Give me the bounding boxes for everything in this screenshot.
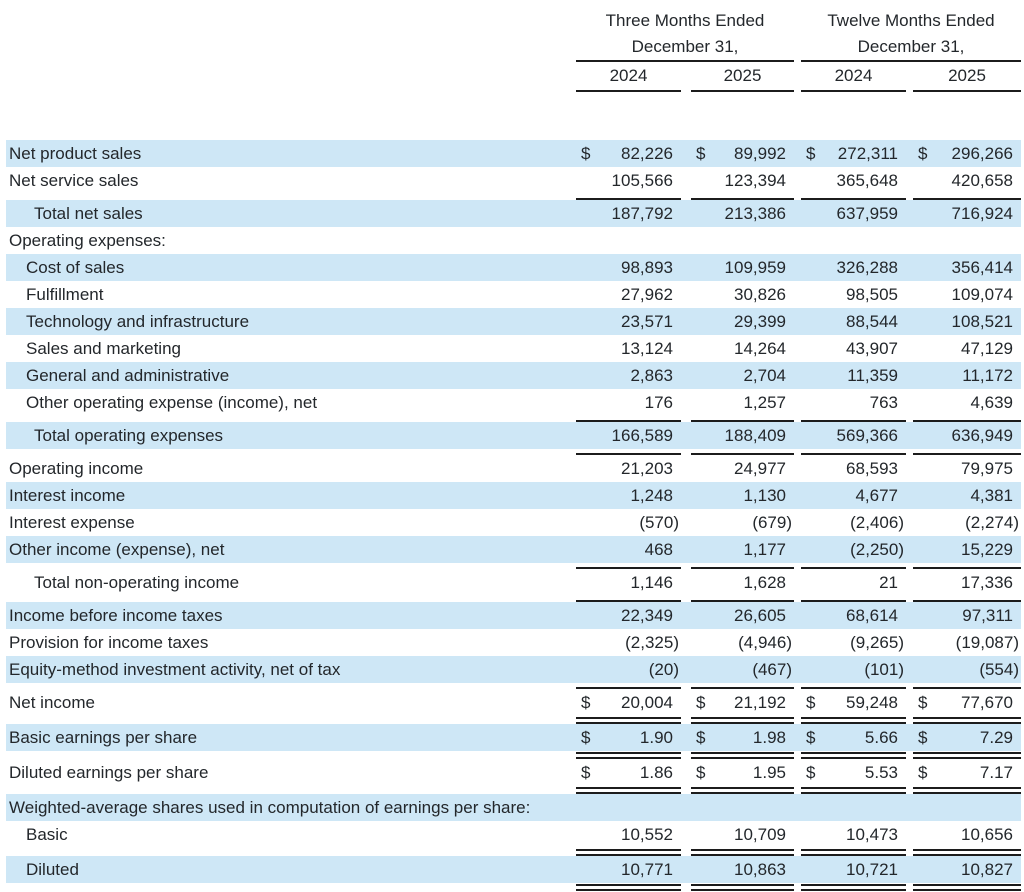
dollar-sign: $ bbox=[918, 693, 928, 712]
cell-value bbox=[691, 227, 794, 254]
cell-number: 21 bbox=[879, 573, 898, 592]
cell-number: 68,593 bbox=[846, 459, 898, 478]
cell-value bbox=[913, 422, 1021, 449]
cell-number: (20) bbox=[648, 660, 679, 679]
cell-number: 88,544 bbox=[846, 312, 898, 331]
cell-value bbox=[913, 335, 1021, 362]
cell-value bbox=[913, 821, 1021, 848]
table-row bbox=[6, 422, 1021, 449]
cell-number: 10,827 bbox=[961, 860, 1013, 879]
cell-value bbox=[913, 308, 1021, 335]
row-label: Net product sales bbox=[9, 144, 142, 163]
cell-value bbox=[576, 389, 681, 416]
cell-value bbox=[801, 759, 906, 786]
cell-number: (2,325) bbox=[625, 633, 679, 652]
cell-value bbox=[576, 821, 681, 848]
cell-number: (679) bbox=[752, 513, 792, 532]
cell-value bbox=[691, 689, 794, 716]
table-row bbox=[6, 389, 1021, 416]
year-column-header: 2025 bbox=[913, 62, 1021, 92]
cell-value bbox=[801, 689, 906, 716]
row-label: Interest expense bbox=[9, 513, 135, 532]
cell-number: 10,473 bbox=[846, 825, 898, 844]
cell-number: 26,605 bbox=[734, 606, 786, 625]
table-row bbox=[6, 794, 1021, 821]
double-rule bbox=[801, 884, 906, 891]
cell-value bbox=[801, 821, 906, 848]
cell-value bbox=[576, 140, 681, 167]
cell-number: 23,571 bbox=[621, 312, 673, 331]
cell-value bbox=[913, 281, 1021, 308]
table-header bbox=[6, 0, 1021, 92]
cell-value bbox=[801, 509, 906, 536]
cell-number: 105,566 bbox=[611, 171, 673, 190]
dollar-sign: $ bbox=[918, 763, 928, 782]
row-label: Fulfillment bbox=[26, 285, 104, 304]
cell-value bbox=[801, 254, 906, 281]
cell-value bbox=[913, 794, 1021, 821]
row-label: Diluted earnings per share bbox=[9, 763, 209, 782]
double-rule bbox=[576, 884, 681, 891]
cell-value bbox=[801, 167, 906, 194]
period-line2: December 31, bbox=[631, 37, 739, 56]
cell-number: 98,505 bbox=[846, 285, 898, 304]
cell-number: 637,959 bbox=[836, 204, 898, 223]
cell-number: 365,648 bbox=[836, 171, 898, 190]
cell-value bbox=[913, 856, 1021, 883]
cell-value bbox=[801, 536, 906, 563]
cell-number: (101) bbox=[864, 660, 904, 679]
period-group-three-months bbox=[576, 4, 794, 62]
cell-value bbox=[691, 167, 794, 194]
cell-number: 97,311 bbox=[962, 606, 1013, 625]
cell-number: 569,366 bbox=[836, 426, 898, 445]
cell-value bbox=[691, 536, 794, 563]
cell-number: 22,349 bbox=[621, 606, 673, 625]
cell-value bbox=[576, 308, 681, 335]
cell-number: 109,959 bbox=[724, 258, 786, 277]
rule-spacer bbox=[6, 786, 1021, 794]
period-group-twelve-months bbox=[801, 4, 1021, 62]
cell-value bbox=[691, 335, 794, 362]
cell-number: (2,274) bbox=[965, 513, 1019, 532]
table-row bbox=[6, 821, 1021, 848]
row-label: General and administrative bbox=[26, 366, 230, 385]
cell-number: 59,248 bbox=[846, 693, 898, 712]
cell-number: 468 bbox=[644, 540, 673, 559]
cell-number: 1.90 bbox=[639, 728, 673, 747]
double-rule bbox=[576, 849, 681, 856]
cell-value bbox=[576, 569, 681, 596]
cell-number: 109,074 bbox=[951, 285, 1013, 304]
row-label: Operating income bbox=[9, 459, 144, 478]
cell-number: 15,229 bbox=[961, 540, 1013, 559]
cell-value bbox=[691, 140, 794, 167]
cell-number: 1,257 bbox=[743, 393, 786, 412]
table-row bbox=[6, 167, 1021, 194]
cell-value bbox=[576, 254, 681, 281]
table-row bbox=[6, 362, 1021, 389]
cell-value bbox=[913, 455, 1021, 482]
cell-number: 7.17 bbox=[979, 763, 1013, 782]
cell-number: 108,521 bbox=[951, 312, 1013, 331]
cell-value bbox=[576, 200, 681, 227]
cell-value bbox=[691, 482, 794, 509]
double-rule bbox=[691, 752, 794, 759]
cell-value bbox=[576, 656, 681, 683]
cell-value bbox=[691, 281, 794, 308]
double-rule bbox=[913, 717, 1021, 724]
cell-number: 20,004 bbox=[621, 693, 673, 712]
cell-number: 296,266 bbox=[951, 144, 1013, 163]
cell-number: 1,130 bbox=[743, 486, 786, 505]
cell-number: 43,907 bbox=[846, 339, 898, 358]
table-row bbox=[6, 482, 1021, 509]
double-rule bbox=[691, 717, 794, 724]
row-label: Provision for income taxes bbox=[9, 633, 209, 652]
cell-value bbox=[801, 656, 906, 683]
cell-number: (570) bbox=[639, 513, 679, 532]
dollar-sign: $ bbox=[806, 144, 816, 163]
year-column-header: 2024 bbox=[576, 62, 681, 92]
cell-value bbox=[801, 569, 906, 596]
cell-value bbox=[913, 389, 1021, 416]
cell-value bbox=[801, 335, 906, 362]
row-label: Diluted bbox=[26, 860, 79, 879]
row-label: Total net sales bbox=[34, 204, 143, 223]
double-rule bbox=[913, 849, 1021, 856]
row-label: Other operating expense (income), net bbox=[26, 393, 318, 412]
cell-value bbox=[913, 656, 1021, 683]
cell-value bbox=[801, 856, 906, 883]
cell-number: 10,552 bbox=[621, 825, 673, 844]
cell-number: 213,386 bbox=[724, 204, 786, 223]
cell-number: 10,771 bbox=[621, 860, 673, 879]
cell-value bbox=[801, 227, 906, 254]
cell-value bbox=[691, 794, 794, 821]
cell-number: 7.29 bbox=[979, 728, 1013, 747]
table-row bbox=[6, 200, 1021, 227]
double-rule bbox=[691, 849, 794, 856]
cell-value bbox=[576, 689, 681, 716]
cell-value bbox=[576, 759, 681, 786]
table-row bbox=[6, 227, 1021, 254]
cell-value bbox=[801, 724, 906, 751]
cell-number: 763 bbox=[869, 393, 898, 412]
cell-value bbox=[913, 140, 1021, 167]
dollar-sign: $ bbox=[918, 144, 928, 163]
dollar-sign: $ bbox=[581, 728, 591, 747]
cell-number: 272,311 bbox=[837, 144, 898, 163]
cell-number: 14,264 bbox=[734, 339, 786, 358]
cell-number: 187,792 bbox=[611, 204, 673, 223]
cell-value bbox=[691, 856, 794, 883]
cell-value bbox=[691, 200, 794, 227]
double-rule bbox=[801, 752, 906, 759]
cell-number: 716,924 bbox=[951, 204, 1013, 223]
year-column-header: 2024 bbox=[801, 62, 906, 92]
cell-value bbox=[576, 482, 681, 509]
cell-number: 1,628 bbox=[743, 573, 786, 592]
cell-number: 4,381 bbox=[970, 486, 1013, 505]
table-row bbox=[6, 536, 1021, 563]
cell-number: 24,977 bbox=[734, 459, 786, 478]
double-rule bbox=[691, 884, 794, 891]
row-label: Technology and infrastructure bbox=[26, 312, 250, 331]
dollar-sign: $ bbox=[806, 693, 816, 712]
dollar-sign: $ bbox=[696, 144, 706, 163]
cell-number: 636,949 bbox=[951, 426, 1013, 445]
cell-number: 10,656 bbox=[961, 825, 1013, 844]
cell-number: 10,709 bbox=[734, 825, 786, 844]
cell-number: 123,394 bbox=[724, 171, 786, 190]
cell-value bbox=[691, 254, 794, 281]
cell-value bbox=[801, 482, 906, 509]
cell-value bbox=[691, 308, 794, 335]
dollar-sign: $ bbox=[918, 728, 928, 747]
row-label: Weighted-average shares used in computation of earnings per share: bbox=[9, 798, 531, 817]
table-row bbox=[6, 656, 1021, 683]
cell-value bbox=[801, 602, 906, 629]
row-label: Total operating expenses bbox=[34, 426, 224, 445]
row-label: Income before income taxes bbox=[9, 606, 223, 625]
dollar-sign: $ bbox=[806, 763, 816, 782]
cell-number: 420,658 bbox=[951, 171, 1013, 190]
table-row bbox=[6, 602, 1021, 629]
table-row bbox=[6, 759, 1021, 786]
cell-value bbox=[576, 629, 681, 656]
cell-number: 1.95 bbox=[752, 763, 786, 782]
cell-number: 77,670 bbox=[961, 693, 1013, 712]
cell-value bbox=[576, 281, 681, 308]
cell-number: 10,721 bbox=[846, 860, 898, 879]
cell-number: 79,975 bbox=[961, 459, 1013, 478]
cell-value bbox=[801, 308, 906, 335]
cell-value bbox=[913, 759, 1021, 786]
cell-value bbox=[576, 602, 681, 629]
cell-value bbox=[801, 455, 906, 482]
cell-value bbox=[691, 724, 794, 751]
row-label: Net income bbox=[9, 693, 95, 712]
dollar-sign: $ bbox=[696, 763, 706, 782]
cell-value bbox=[801, 794, 906, 821]
cell-number: 89,992 bbox=[734, 144, 786, 163]
double-rule bbox=[913, 884, 1021, 891]
table-row bbox=[6, 335, 1021, 362]
cell-value bbox=[576, 724, 681, 751]
cell-number: 98,893 bbox=[621, 258, 673, 277]
cell-number: 166,589 bbox=[611, 426, 673, 445]
rule-spacer bbox=[6, 883, 1021, 891]
table-row bbox=[6, 689, 1021, 716]
row-label: Equity-method investment activity, net of tax bbox=[9, 660, 341, 679]
cell-value bbox=[576, 227, 681, 254]
row-label: Basic bbox=[26, 825, 68, 844]
cell-number: 356,414 bbox=[951, 258, 1013, 277]
cell-value bbox=[691, 629, 794, 656]
cell-value bbox=[691, 569, 794, 596]
cell-value bbox=[691, 821, 794, 848]
table-row bbox=[6, 455, 1021, 482]
cell-number: 176 bbox=[644, 393, 673, 412]
cell-number: 82,226 bbox=[621, 144, 673, 163]
row-label: Total non-operating income bbox=[34, 573, 240, 592]
cell-value bbox=[913, 167, 1021, 194]
cell-number: 1.98 bbox=[752, 728, 786, 747]
double-rule bbox=[913, 787, 1021, 794]
double-rule bbox=[801, 849, 906, 856]
cell-number: 2,704 bbox=[743, 366, 786, 385]
cell-value bbox=[576, 856, 681, 883]
dollar-sign: $ bbox=[581, 693, 591, 712]
cell-number: 2,863 bbox=[630, 366, 673, 385]
cell-number: 11,172 bbox=[962, 366, 1013, 385]
table-body bbox=[6, 140, 1021, 891]
table-row bbox=[6, 308, 1021, 335]
row-label: Operating expenses: bbox=[9, 231, 166, 250]
cell-value bbox=[691, 455, 794, 482]
cell-value bbox=[691, 422, 794, 449]
table-row bbox=[6, 281, 1021, 308]
cell-number: 68,614 bbox=[846, 606, 898, 625]
double-rule bbox=[576, 752, 681, 759]
cell-number: 4,677 bbox=[855, 486, 898, 505]
cell-number: 1,146 bbox=[630, 573, 673, 592]
dollar-sign: $ bbox=[696, 693, 706, 712]
period-line1: Three Months Ended bbox=[605, 11, 765, 30]
cell-number: 1,177 bbox=[743, 540, 786, 559]
cell-value bbox=[691, 602, 794, 629]
cell-number: (2,406) bbox=[850, 513, 904, 532]
cell-value bbox=[913, 362, 1021, 389]
cell-number: (4,946) bbox=[738, 633, 792, 652]
cell-value bbox=[801, 140, 906, 167]
cell-number: 47,129 bbox=[961, 339, 1013, 358]
cell-value bbox=[691, 362, 794, 389]
cell-number: 5.66 bbox=[864, 728, 898, 747]
row-label: Sales and marketing bbox=[26, 339, 181, 358]
cell-number: 11,359 bbox=[847, 366, 898, 385]
rule-spacer bbox=[6, 848, 1021, 856]
period-line2: December 31, bbox=[857, 37, 965, 56]
row-label: Interest income bbox=[9, 486, 126, 505]
cell-number: 21,203 bbox=[621, 459, 673, 478]
row-label: Cost of sales bbox=[26, 258, 125, 277]
cell-value bbox=[691, 509, 794, 536]
cell-value bbox=[913, 602, 1021, 629]
cell-value bbox=[913, 227, 1021, 254]
cell-value bbox=[801, 200, 906, 227]
cell-value bbox=[691, 759, 794, 786]
cell-value bbox=[576, 362, 681, 389]
table-row bbox=[6, 629, 1021, 656]
cell-value bbox=[691, 389, 794, 416]
table-row bbox=[6, 569, 1021, 596]
year-header-row bbox=[6, 62, 1021, 92]
cell-value bbox=[801, 389, 906, 416]
cell-value bbox=[801, 422, 906, 449]
table-row bbox=[6, 724, 1021, 751]
cell-value bbox=[576, 536, 681, 563]
double-rule bbox=[913, 752, 1021, 759]
double-rule bbox=[691, 787, 794, 794]
cell-value bbox=[913, 569, 1021, 596]
cell-number: 21,192 bbox=[734, 693, 786, 712]
cell-number: (19,087) bbox=[955, 633, 1019, 652]
cell-number: 4,639 bbox=[970, 393, 1013, 412]
cell-value bbox=[576, 455, 681, 482]
cell-number: (554) bbox=[979, 660, 1019, 679]
cell-value bbox=[801, 281, 906, 308]
income-statement-table bbox=[6, 0, 1021, 891]
cell-value bbox=[691, 656, 794, 683]
year-column-header: 2025 bbox=[691, 62, 794, 92]
cell-number: 1.86 bbox=[639, 763, 673, 782]
cell-number: (9,265) bbox=[850, 633, 904, 652]
table-row bbox=[6, 254, 1021, 281]
cell-value bbox=[913, 482, 1021, 509]
cell-number: (467) bbox=[752, 660, 792, 679]
table-row bbox=[6, 856, 1021, 883]
cell-value bbox=[913, 254, 1021, 281]
dollar-sign: $ bbox=[581, 763, 591, 782]
row-label: Other income (expense), net bbox=[9, 540, 225, 559]
cell-number: 188,409 bbox=[724, 426, 786, 445]
double-rule bbox=[801, 787, 906, 794]
cell-value bbox=[576, 794, 681, 821]
dollar-sign: $ bbox=[806, 728, 816, 747]
row-label: Net service sales bbox=[9, 171, 139, 190]
cell-value bbox=[801, 362, 906, 389]
cell-value bbox=[576, 422, 681, 449]
cell-number: 29,399 bbox=[734, 312, 786, 331]
cell-number: 5.53 bbox=[864, 763, 898, 782]
cell-value bbox=[576, 509, 681, 536]
dollar-sign: $ bbox=[581, 144, 591, 163]
row-label: Basic earnings per share bbox=[9, 728, 198, 747]
double-rule bbox=[576, 717, 681, 724]
period-header-row bbox=[6, 4, 1021, 62]
double-rule bbox=[576, 787, 681, 794]
cell-value bbox=[913, 689, 1021, 716]
cell-number: 326,288 bbox=[836, 258, 898, 277]
cell-value bbox=[913, 536, 1021, 563]
rule-spacer bbox=[6, 716, 1021, 724]
cell-value bbox=[801, 629, 906, 656]
cell-value bbox=[913, 200, 1021, 227]
table-row bbox=[6, 509, 1021, 536]
rule-spacer bbox=[6, 751, 1021, 759]
cell-value bbox=[913, 509, 1021, 536]
double-rule bbox=[801, 717, 906, 724]
cell-value bbox=[576, 167, 681, 194]
cell-number: 30,826 bbox=[734, 285, 786, 304]
table-row bbox=[6, 140, 1021, 167]
cell-value bbox=[913, 724, 1021, 751]
dollar-sign: $ bbox=[696, 728, 706, 747]
cell-number: 10,863 bbox=[734, 860, 786, 879]
cell-number: 17,336 bbox=[961, 573, 1013, 592]
cell-value bbox=[576, 335, 681, 362]
cell-number: (2,250) bbox=[850, 540, 904, 559]
cell-number: 13,124 bbox=[621, 339, 673, 358]
period-line1: Twelve Months Ended bbox=[827, 11, 995, 30]
cell-number: 1,248 bbox=[630, 486, 673, 505]
cell-number: 27,962 bbox=[621, 285, 673, 304]
cell-value bbox=[913, 629, 1021, 656]
